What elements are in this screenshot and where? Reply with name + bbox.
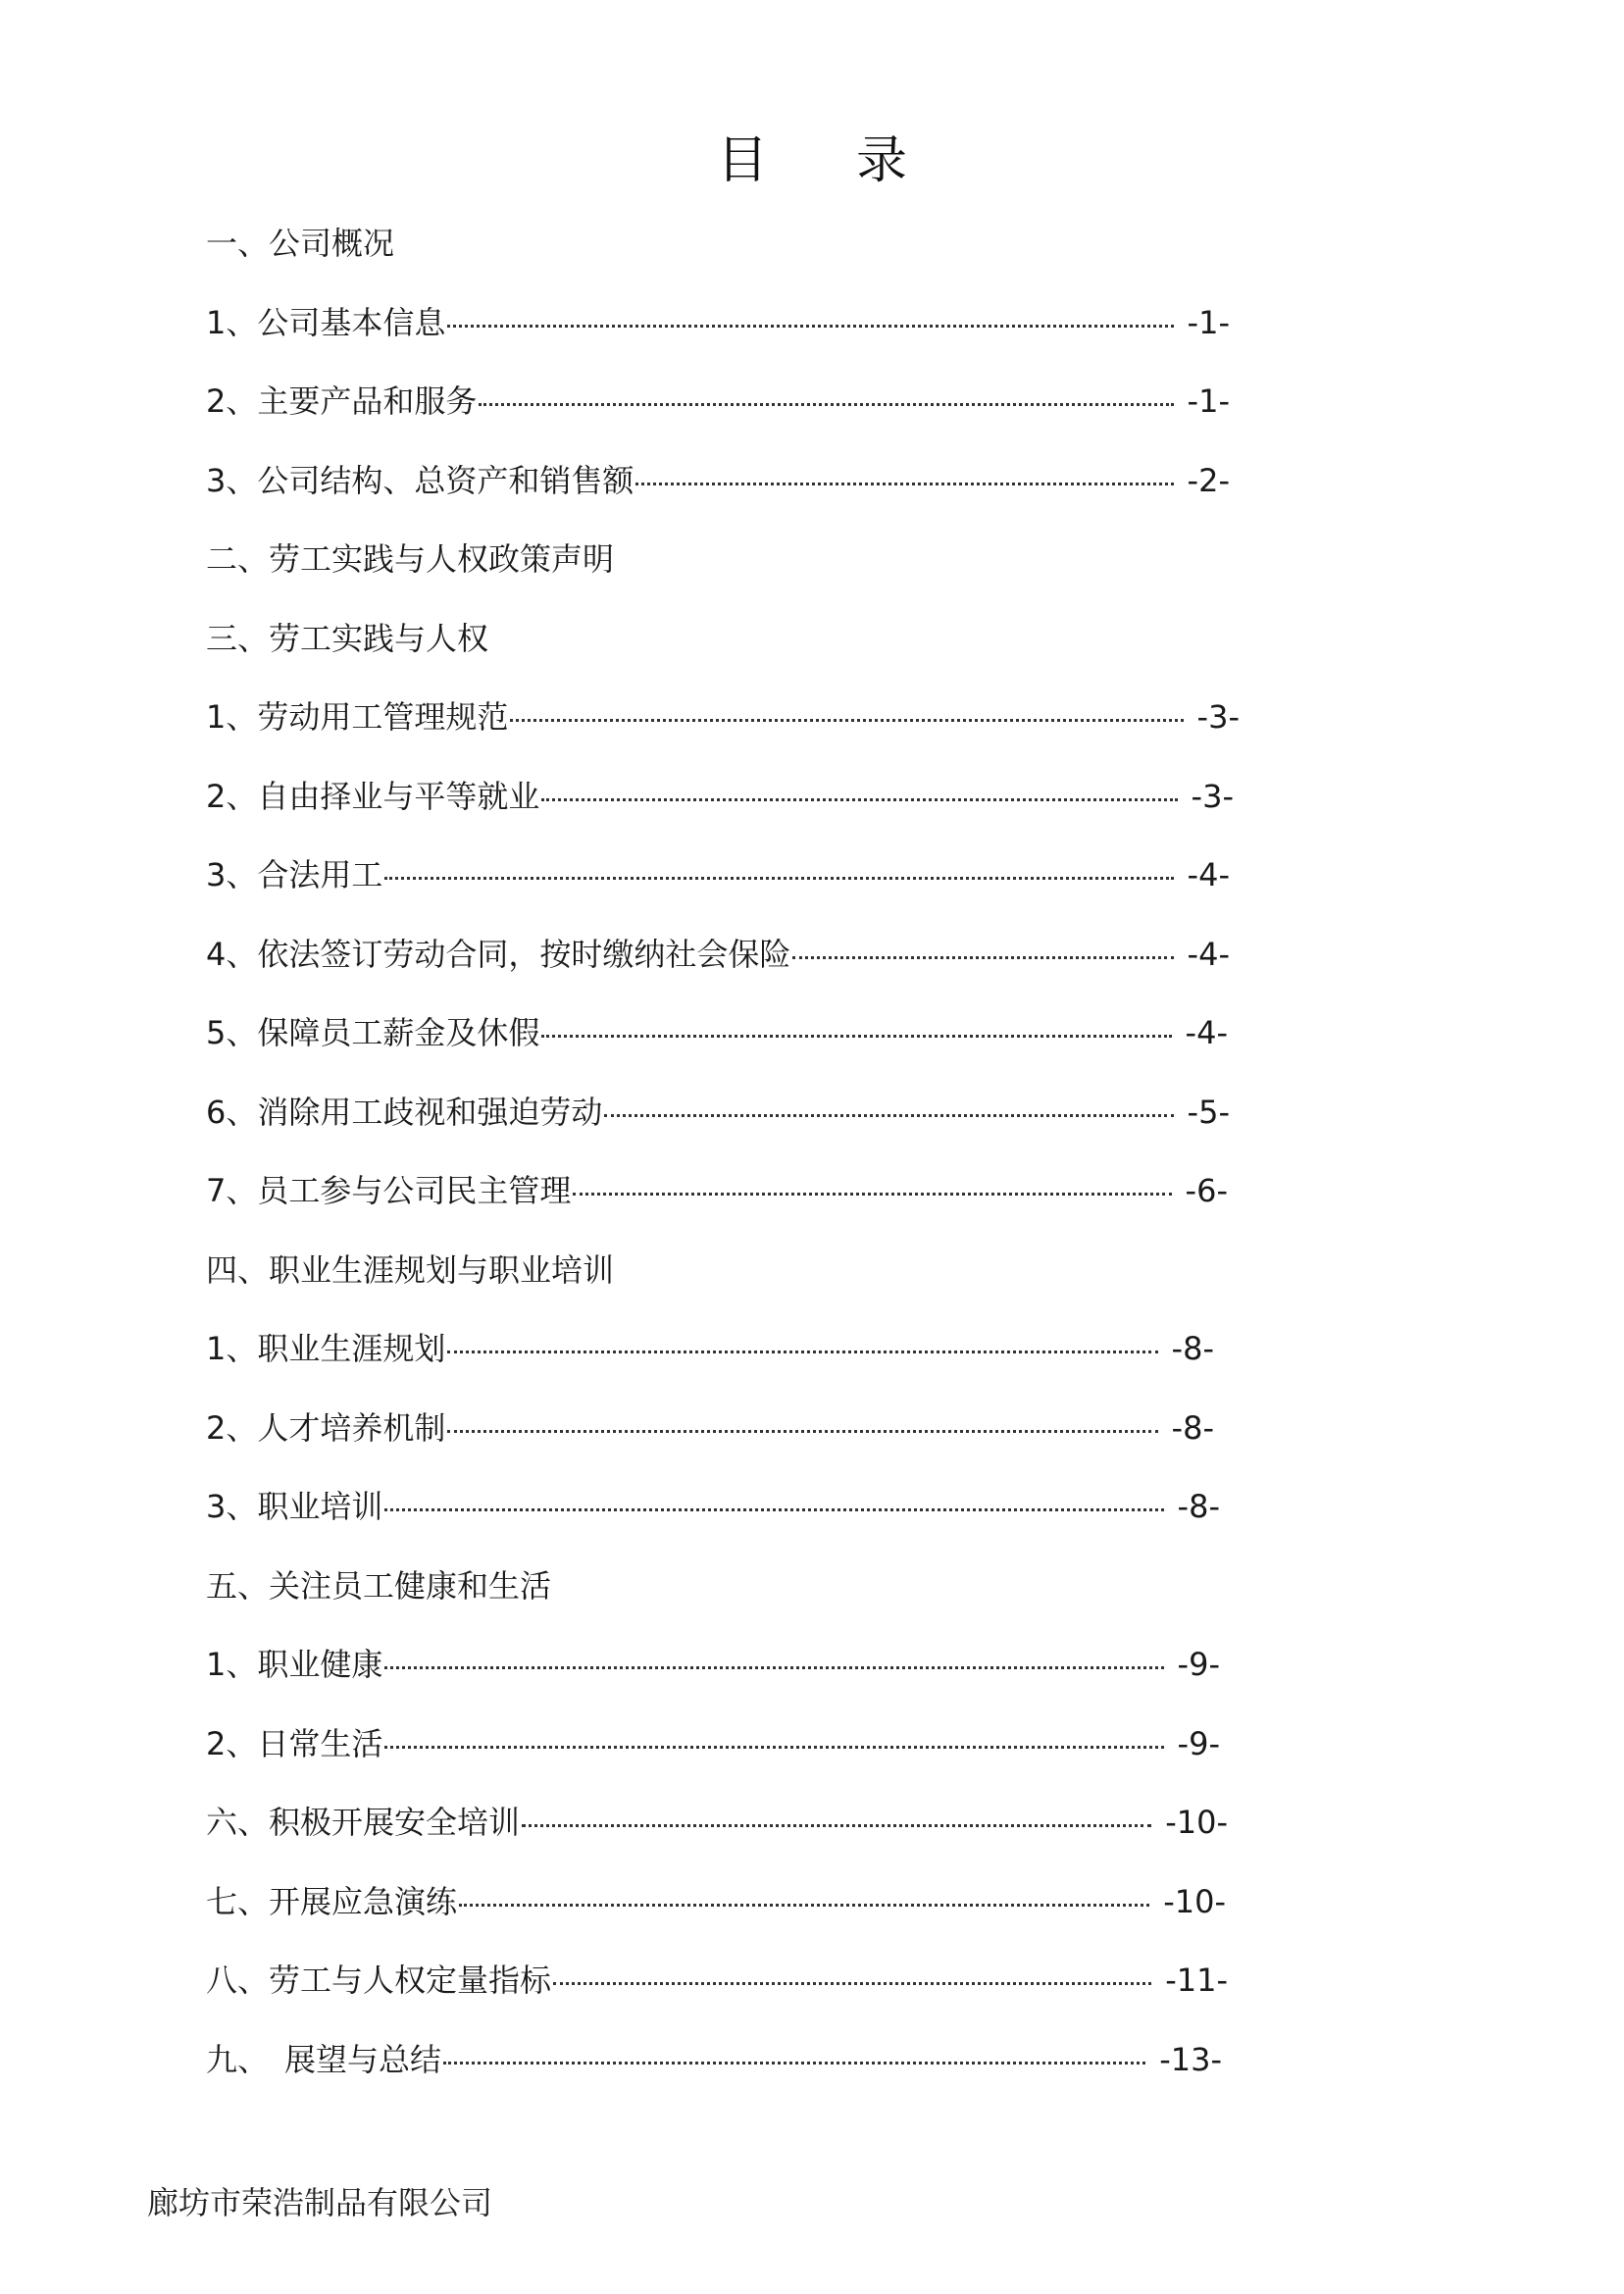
toc-dot-leader — [479, 403, 1173, 406]
toc-dot-leader — [522, 1824, 1151, 1827]
toc-dot-leader — [447, 1351, 1157, 1353]
toc-entry-label: 4、依法签订劳动合同，按时缴纳社会保险 — [206, 935, 791, 973]
toc-entry-label: 2、人才培养机制 — [206, 1408, 446, 1447]
toc-page-number: -8- — [1177, 1488, 1220, 1525]
toc-entry-label: 1、职业生涯规划 — [206, 1330, 446, 1367]
toc-entry[interactable] — [206, 2030, 1222, 2110]
toc-entry-label: 3、公司结构、总资产和销售额 — [206, 461, 634, 499]
toc-entry-label: 2、自由择业与平等就业 — [206, 777, 540, 815]
toc-page-number: -9- — [1177, 1724, 1220, 1762]
toc-entry-label: 2、主要产品和服务 — [206, 382, 478, 420]
toc-dot-leader — [443, 2062, 1145, 2065]
toc-entry[interactable] — [206, 609, 1240, 688]
toc-entry[interactable] — [206, 293, 1230, 373]
toc-entry-label: 2、日常生活 — [206, 1724, 383, 1762]
toc-entry-label: 1、公司基本信息 — [206, 303, 446, 341]
toc-page-number: -2- — [1187, 461, 1230, 499]
toc-entry[interactable] — [206, 530, 1240, 609]
toc-entry-label: 6、消除用工歧视和强迫劳动 — [206, 1093, 603, 1131]
toc-page-number: -10- — [1163, 1882, 1226, 1920]
toc-page-number: -3- — [1191, 777, 1234, 815]
toc-entry[interactable] — [206, 688, 1240, 767]
toc-page-number: -8- — [1171, 1408, 1214, 1447]
toc-page-number: -4- — [1187, 935, 1230, 973]
toc-entry-label: 3、职业培训 — [206, 1488, 383, 1525]
toc-entry[interactable] — [206, 372, 1230, 451]
toc-page-number: -4- — [1187, 856, 1230, 893]
toc-entry-label: 7、员工参与公司民主管理 — [206, 1172, 572, 1209]
toc-entry-label: 九、 展望与总结 — [206, 2040, 442, 2078]
footer-company-name: 廊坊市荣浩制品有限公司 — [147, 2184, 493, 2221]
toc-entry-label: 六、积极开展安全培训 — [206, 1804, 521, 1841]
toc-entry-label: 四、职业生涯规划与职业培训 — [206, 1250, 615, 1289]
toc-entry[interactable] — [206, 1872, 1226, 1952]
table-of-contents — [206, 214, 1240, 2109]
toc-dot-leader — [447, 325, 1173, 328]
toc-dot-leader — [384, 1746, 1163, 1749]
toc-entry-label: 八、劳工与人权定量指标 — [206, 1962, 552, 1999]
toc-entry[interactable] — [206, 214, 1240, 293]
toc-entry-label: 5、保障员工薪金及休假 — [206, 1014, 540, 1051]
toc-entry-label: 一、公司概况 — [206, 225, 395, 262]
toc-entry[interactable] — [206, 845, 1230, 925]
toc-dot-leader — [447, 1430, 1157, 1433]
toc-dot-leader — [384, 1666, 1163, 1669]
toc-entry-label: 1、劳动用工管理规范 — [206, 698, 509, 736]
toc-entry-label: 五、关注员工健康和生活 — [206, 1566, 552, 1605]
toc-entry[interactable] — [206, 1556, 1240, 1636]
toc-entry[interactable] — [206, 1399, 1214, 1478]
toc-entry-label: 1、职业健康 — [206, 1646, 383, 1683]
toc-page-number: -13- — [1159, 2040, 1222, 2078]
toc-entry[interactable] — [206, 451, 1230, 531]
toc-entry[interactable] — [206, 1003, 1228, 1083]
toc-entry[interactable] — [206, 1477, 1220, 1556]
toc-page-number: -4- — [1185, 1014, 1228, 1051]
toc-entry-label: 3、合法用工 — [206, 856, 383, 893]
toc-page-number: -11- — [1165, 1962, 1228, 1999]
toc-dot-leader — [573, 1193, 1171, 1196]
toc-dot-leader — [510, 719, 1183, 722]
toc-dot-leader — [384, 877, 1173, 880]
toc-dot-leader — [459, 1904, 1149, 1907]
toc-entry[interactable] — [206, 925, 1230, 1004]
toc-dot-leader — [384, 1508, 1163, 1511]
toc-entry[interactable] — [206, 1161, 1228, 1241]
toc-page-number: -3- — [1196, 698, 1240, 736]
toc-entry[interactable] — [206, 1241, 1240, 1320]
toc-entry-label: 二、劳工实践与人权政策声明 — [206, 540, 615, 578]
toc-dot-leader — [553, 1982, 1151, 1985]
toc-entry[interactable] — [206, 1635, 1220, 1714]
toc-entry[interactable] — [206, 1319, 1214, 1399]
toc-page-number: -9- — [1177, 1646, 1220, 1683]
toc-dot-leader — [792, 956, 1173, 959]
toc-entry[interactable] — [206, 1714, 1220, 1794]
toc-page-number: -1- — [1187, 382, 1230, 420]
toc-entry-label: 七、开展应急演练 — [206, 1882, 458, 1920]
toc-entry[interactable] — [206, 1083, 1230, 1162]
toc-dot-leader — [604, 1114, 1173, 1117]
page-title: 目录 — [716, 131, 995, 190]
toc-page-number: -5- — [1187, 1093, 1230, 1131]
toc-entry-label: 三、劳工实践与人权 — [206, 619, 489, 657]
toc-entry[interactable] — [206, 1793, 1228, 1872]
toc-dot-leader — [635, 483, 1173, 485]
toc-page-number: -6- — [1185, 1172, 1228, 1209]
toc-entry[interactable] — [206, 767, 1234, 846]
toc-page-number: -10- — [1165, 1804, 1228, 1841]
toc-page-number: -1- — [1187, 303, 1230, 341]
toc-entry[interactable] — [206, 1951, 1228, 2030]
toc-dot-leader — [541, 1035, 1171, 1038]
toc-page-number: -8- — [1171, 1330, 1214, 1367]
toc-dot-leader — [541, 798, 1177, 801]
